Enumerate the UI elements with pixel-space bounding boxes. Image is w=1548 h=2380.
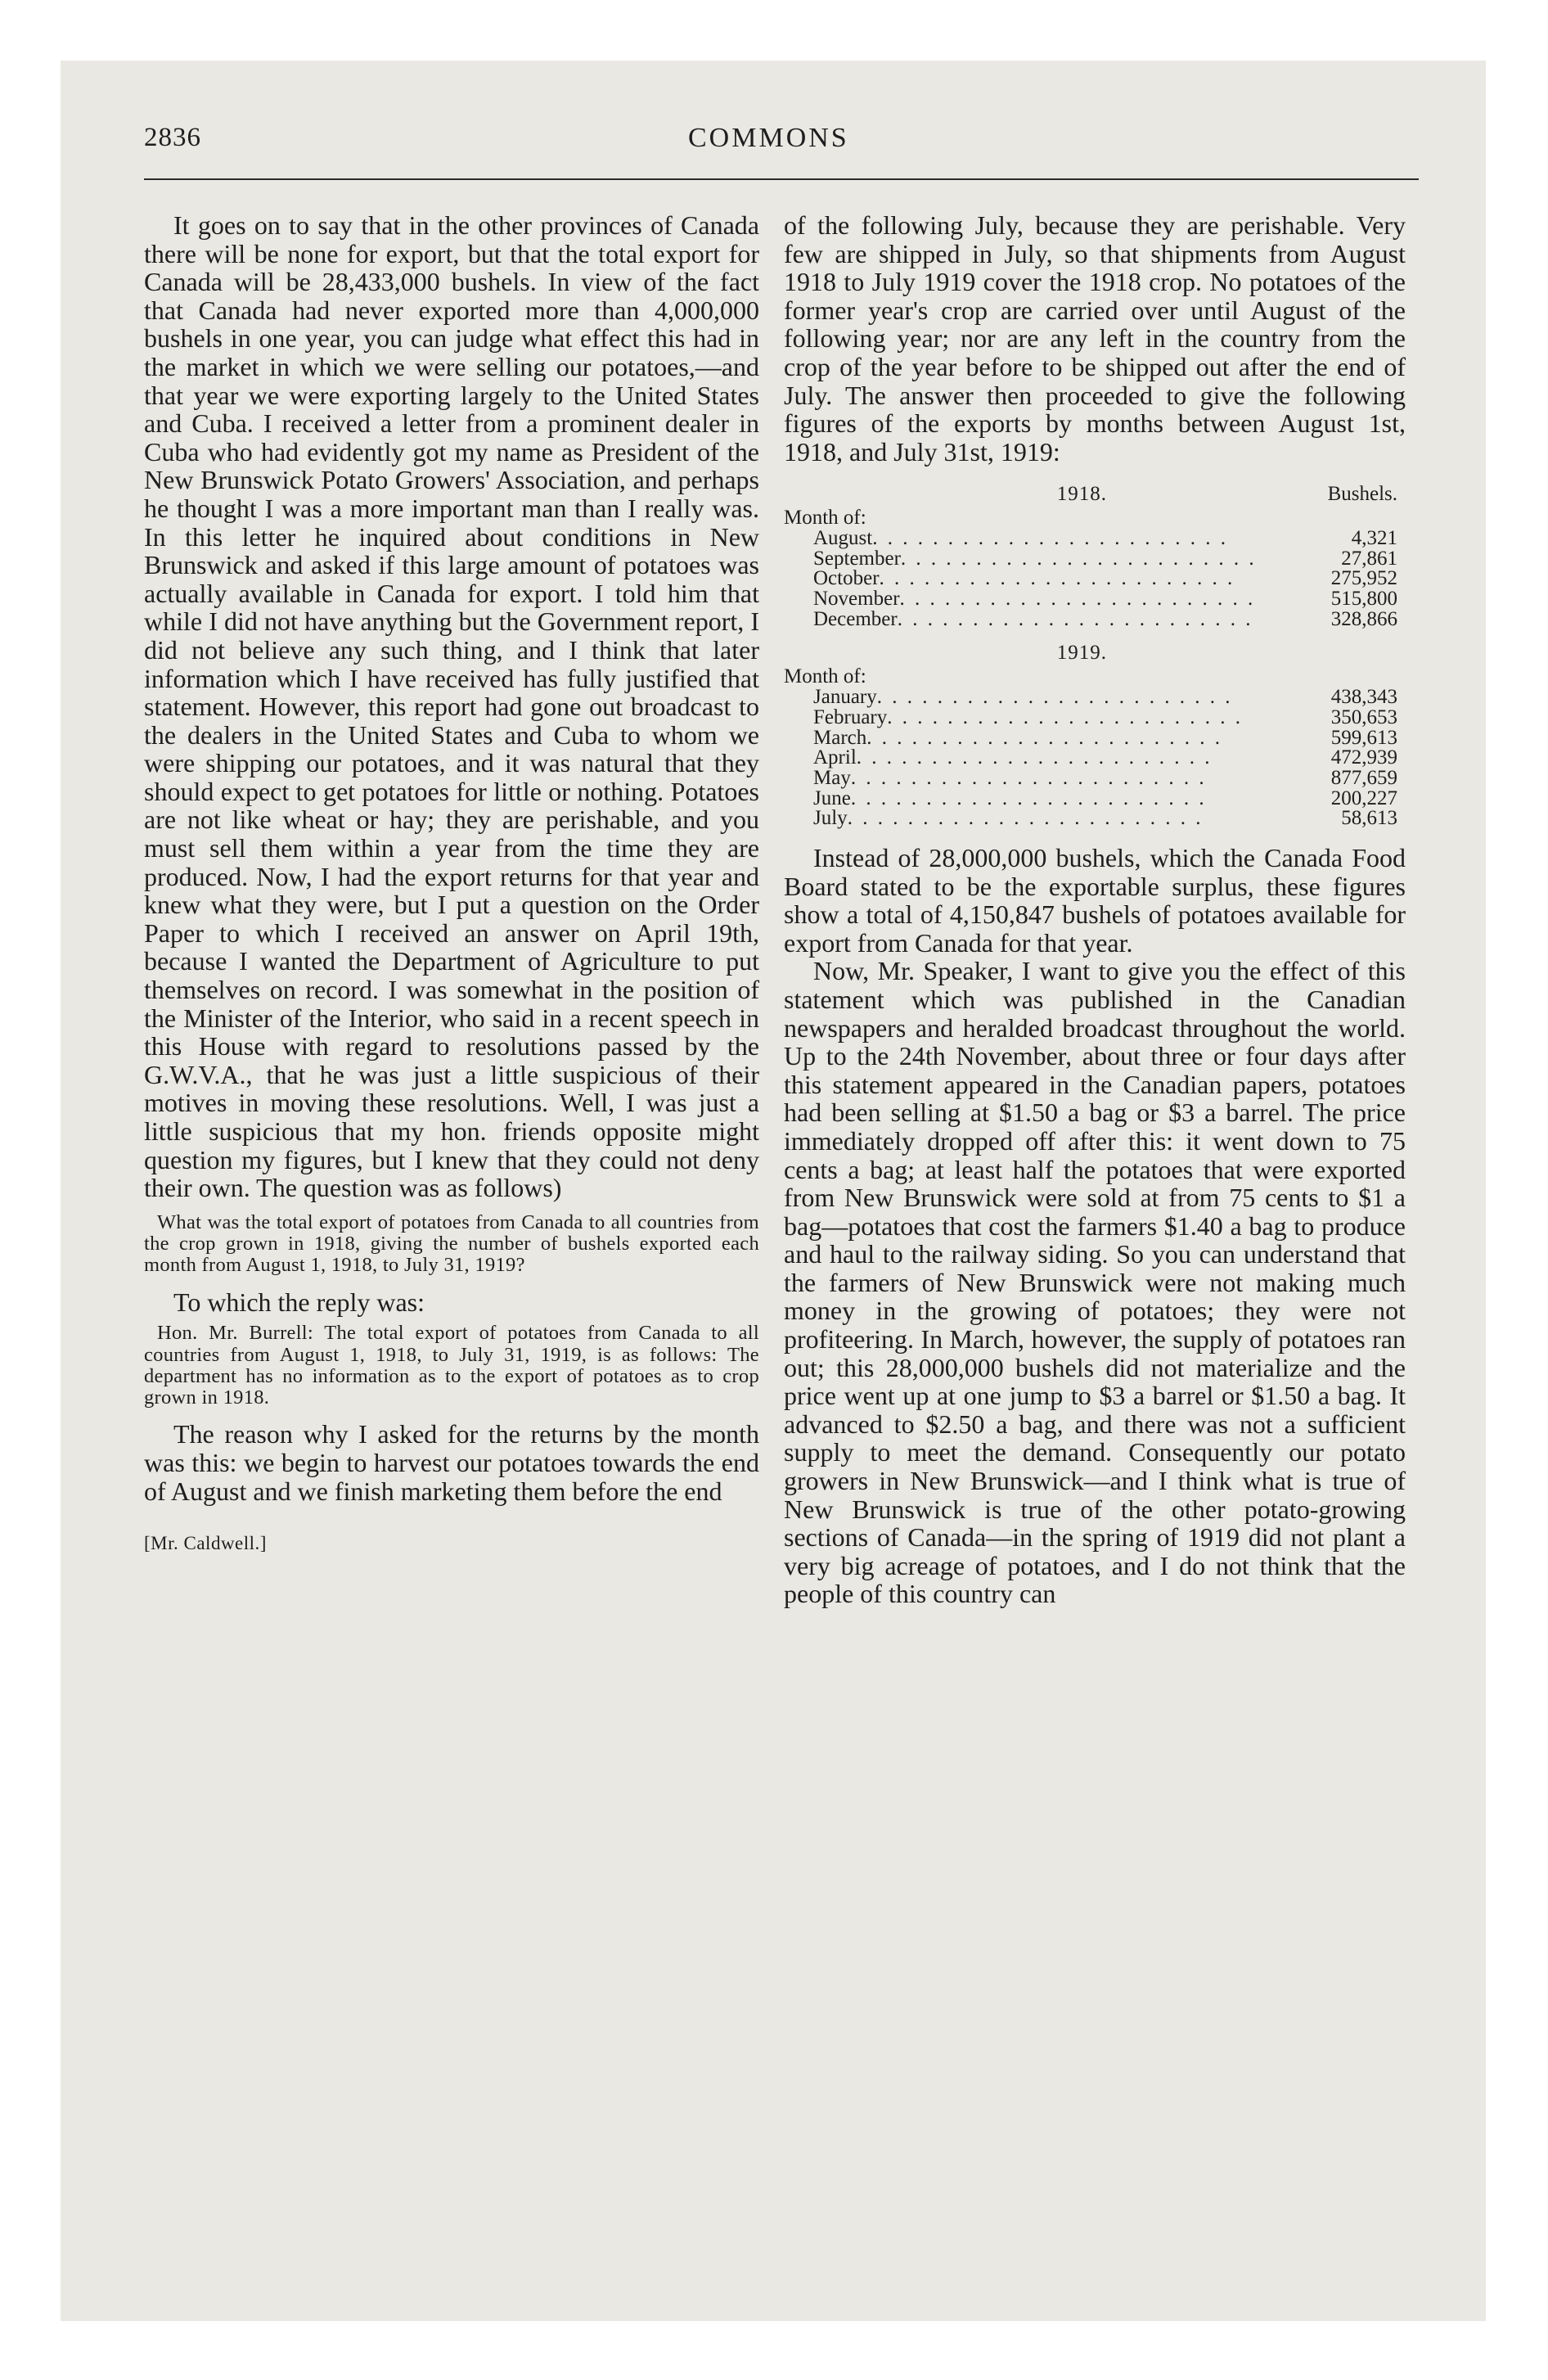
table-month-of [784, 667, 1406, 687]
table-year-label: 1919. [1056, 642, 1107, 665]
leader-dots: . . . . . . . . . . . . . . . . . . . . . . . . [879, 569, 1235, 590]
month-name: October [813, 569, 880, 590]
paragraph: of the following July, because they are perishable. Very few are shipped in July, so that shipments from August 1918 to July 1919 cover the 1918 crop. No potatoes of the former year's crop are carried over until August of the following year; nor are any left in the country from the crop of the year before to be shipped out after the end of July. The answer then proceeded to give the following figures of the exports by months between August 1st, 1918, and July 31st, 1919: [784, 210, 1406, 467]
page-header [144, 123, 1412, 156]
table-value: 328,866 [1330, 607, 1397, 630]
leader-dots: . . . . . . . . . . . . . . . . . . . . . . . . [850, 768, 1207, 789]
table-row [784, 809, 1406, 829]
leader-dots: . . . . . . . . . . . . . . . . . . . . . . . . [850, 788, 1207, 809]
month-name: December [813, 609, 898, 630]
table-month [784, 549, 1299, 570]
month-name: September [813, 548, 901, 570]
table-value: 27,861 [1341, 547, 1397, 570]
table-value: 200,227 [1330, 787, 1397, 809]
month-of-label: Month of: [784, 507, 866, 530]
table-month [784, 728, 1299, 749]
month-name: March [813, 728, 867, 749]
month-name: May [813, 768, 851, 789]
table-month [784, 589, 1299, 610]
table-month [784, 769, 1299, 789]
table-value: 4,321 [1351, 527, 1397, 550]
table-rows-1919 [784, 687, 1406, 829]
table-value: 275,952 [1330, 567, 1397, 590]
table-year-header [784, 639, 1406, 667]
table-value: 472,939 [1330, 746, 1397, 769]
running-head: COMMONS [688, 123, 849, 153]
month-name: August [813, 529, 873, 549]
table-month [784, 748, 1299, 769]
table-row [784, 589, 1406, 610]
table-row [784, 748, 1406, 769]
table-row [784, 687, 1406, 708]
table-month [784, 789, 1299, 809]
paragraph: The reason why I asked for the returns by the month was this: we begin to harvest our potatoes towards the end of August and we finish marketing them before the end [144, 1419, 759, 1506]
header-rule [144, 178, 1419, 180]
table-row [784, 569, 1406, 589]
table-month [784, 569, 1299, 589]
paragraph: It goes on to say that in the other provinces of Canada there will be none for export, but that the total export for Canada will be 28,433,000 bushels. In view of the fact that Canada had never exported more than 4,000,000 bushels in one year, you can judge what effect this had in the market in which we were selling our potatoes,—and that year we were exporting largely to the United States and Cuba. I received a letter from a prominent dealer in Cuba who had evidently got my name as President of the New Brunswick Potato Growers' Association, and perhaps he thought I was a more important man than I really was. In this letter he inquired about conditions in New Brunswick and asked if this large amount of potatoes was actually available in Canada for export. I told him that while I did not have anything but the Government report, I did not believe any such thing, and I think that later information which I have received has fully justified that statement. However, this report had gone out broadcast to the dealers in the United States and Cuba to whom we were shipping our potatoes, and it was natural that they should expect to get potatoes for little or nothing. Potatoes are not like wheat or hay; they are perishable, and you must sell them within a year from the time they are produced. Now, I had the export returns for that year and knew what they were, but I put a question on the Order Paper to which I received an answer on April 19th, because I wanted the Department of Agriculture to put themselves on record. I was somewhat in the position of the Minister of the Interior, who said in a recent speech in this House with regard to resolutions passed by the G.W.V.A., that he was just a little suspicious of their motives in moving these resolutions. Well, I was just a little suspicious that my hon. friends opposite might question my figures, but I knew that they could not deny their own. The question was as follows) [144, 210, 759, 1203]
page-number: 2836 [144, 123, 201, 152]
table-value: 599,613 [1330, 726, 1397, 749]
table-value: 877,659 [1330, 766, 1397, 789]
export-table [784, 480, 1406, 829]
table-month [784, 610, 1299, 630]
order-paper-question: What was the total export of potatoes from Canada to all countries from the crop grown in 1918, giving the number of bushels exported each month from August 1, 1918, to July 31, 1919? [144, 1210, 759, 1277]
table-row [784, 705, 1406, 728]
table-value: 438,343 [1330, 686, 1397, 709]
table-month [784, 529, 1299, 549]
table-row [784, 728, 1406, 749]
table-unit-header: Bushels. [1327, 483, 1397, 506]
right-column [784, 211, 1406, 1608]
paragraph: To which the reply was: [173, 1287, 425, 1317]
leader-dots: . . . . . . . . . . . . . . . . . . . . . . . . [887, 707, 1243, 728]
month-name: February [813, 707, 888, 728]
table-row [784, 529, 1406, 549]
paragraph: Instead of 28,000,000 bushels, which the Canada Food Board stated to be the exportable surplus, these figures show a total of 4,150,847 bushels of potatoes available for export from Canada for that year. [784, 842, 1406, 958]
table-row [784, 766, 1406, 789]
table-row [784, 549, 1406, 570]
month-of-label: Month of: [784, 665, 866, 688]
month-name: November [813, 589, 900, 610]
table-month-of [784, 508, 1406, 529]
speaker-tag: [Mr. Caldwell.] [144, 1533, 267, 1554]
leader-dots: . . . . . . . . . . . . . . . . . . . . . . . . [899, 589, 1256, 610]
month-name: July [813, 809, 848, 829]
minister-reply: Hon. Mr. Burrell: The total export of potatoes from Canada to all countries from August 1, 1918, to July 31, 1919, is as follows: The department has no information as to the export of potatoes as to crop grown in 1918. [144, 1322, 759, 1409]
paragraph: Now, Mr. Speaker, I want to give you the effect of this statement which was published in the Canadian newspapers and heralded broadcast throughout the world. Up to the 24th November, about three or four days after this statement appeared in the Canadian papers, potatoes had been selling at $1.50 a bag or $3 a barrel. The price immediately dropped off after this: it went down to 75 cents a bag; at least half the potatoes that were exported from New Brunswick were sold at from 75 cents to $1 a bag—potatoes that cost the farmers $1.40 a bag to produce and haul to the railway siding. So you can understand that the farmers of New Brunswick were not making much money in the growing of potatoes; they were not profiteering. In March, however, the supply of potatoes ran out; this 28,000,000 bushels did not materialize and the price went up at one jump to $3 a barrel or $1.50 a bag. It advanced to $2.50 a bag, and there was not a sufficient supply to meet the demand. Consequently our potato growers in New Brunswick—and I think what is true of New Brunswick is true of the other potato-growing sections of Canada—in the spring of 1919 did not plant a very big acreage of potatoes, and I do not think that the people of this country can [784, 956, 1406, 1609]
table-month [784, 809, 1299, 829]
table-value: 515,800 [1330, 588, 1397, 611]
leader-dots: . . . . . . . . . . . . . . . . . . . . . . . . [872, 529, 1228, 549]
table-value: 350,653 [1330, 705, 1397, 728]
leader-dots: . . . . . . . . . . . . . . . . . . . . . . . . [900, 548, 1257, 570]
leader-dots: . . . . . . . . . . . . . . . . . . . . . . . . [897, 609, 1253, 630]
leader-dots: . . . . . . . . . . . . . . . . . . . . . . . . [847, 809, 1204, 829]
left-column [144, 211, 759, 1558]
month-name: January [813, 687, 877, 708]
table-value: 58,613 [1341, 807, 1397, 830]
table-year-header [784, 480, 1406, 508]
leader-dots: . . . . . . . . . . . . . . . . . . . . . . . . [876, 687, 1233, 708]
table-rows-1918 [784, 529, 1406, 629]
leader-dots: . . . . . . . . . . . . . . . . . . . . . . . . [856, 748, 1213, 769]
leader-dots: . . . . . . . . . . . . . . . . . . . . . . . . [866, 728, 1222, 749]
month-name: June [813, 788, 851, 809]
table-month [784, 708, 1299, 728]
table-row [784, 789, 1406, 809]
table-month [784, 687, 1299, 708]
table-year-label: 1918. [1056, 483, 1107, 506]
month-name: April [813, 748, 857, 769]
table-row [784, 607, 1406, 630]
